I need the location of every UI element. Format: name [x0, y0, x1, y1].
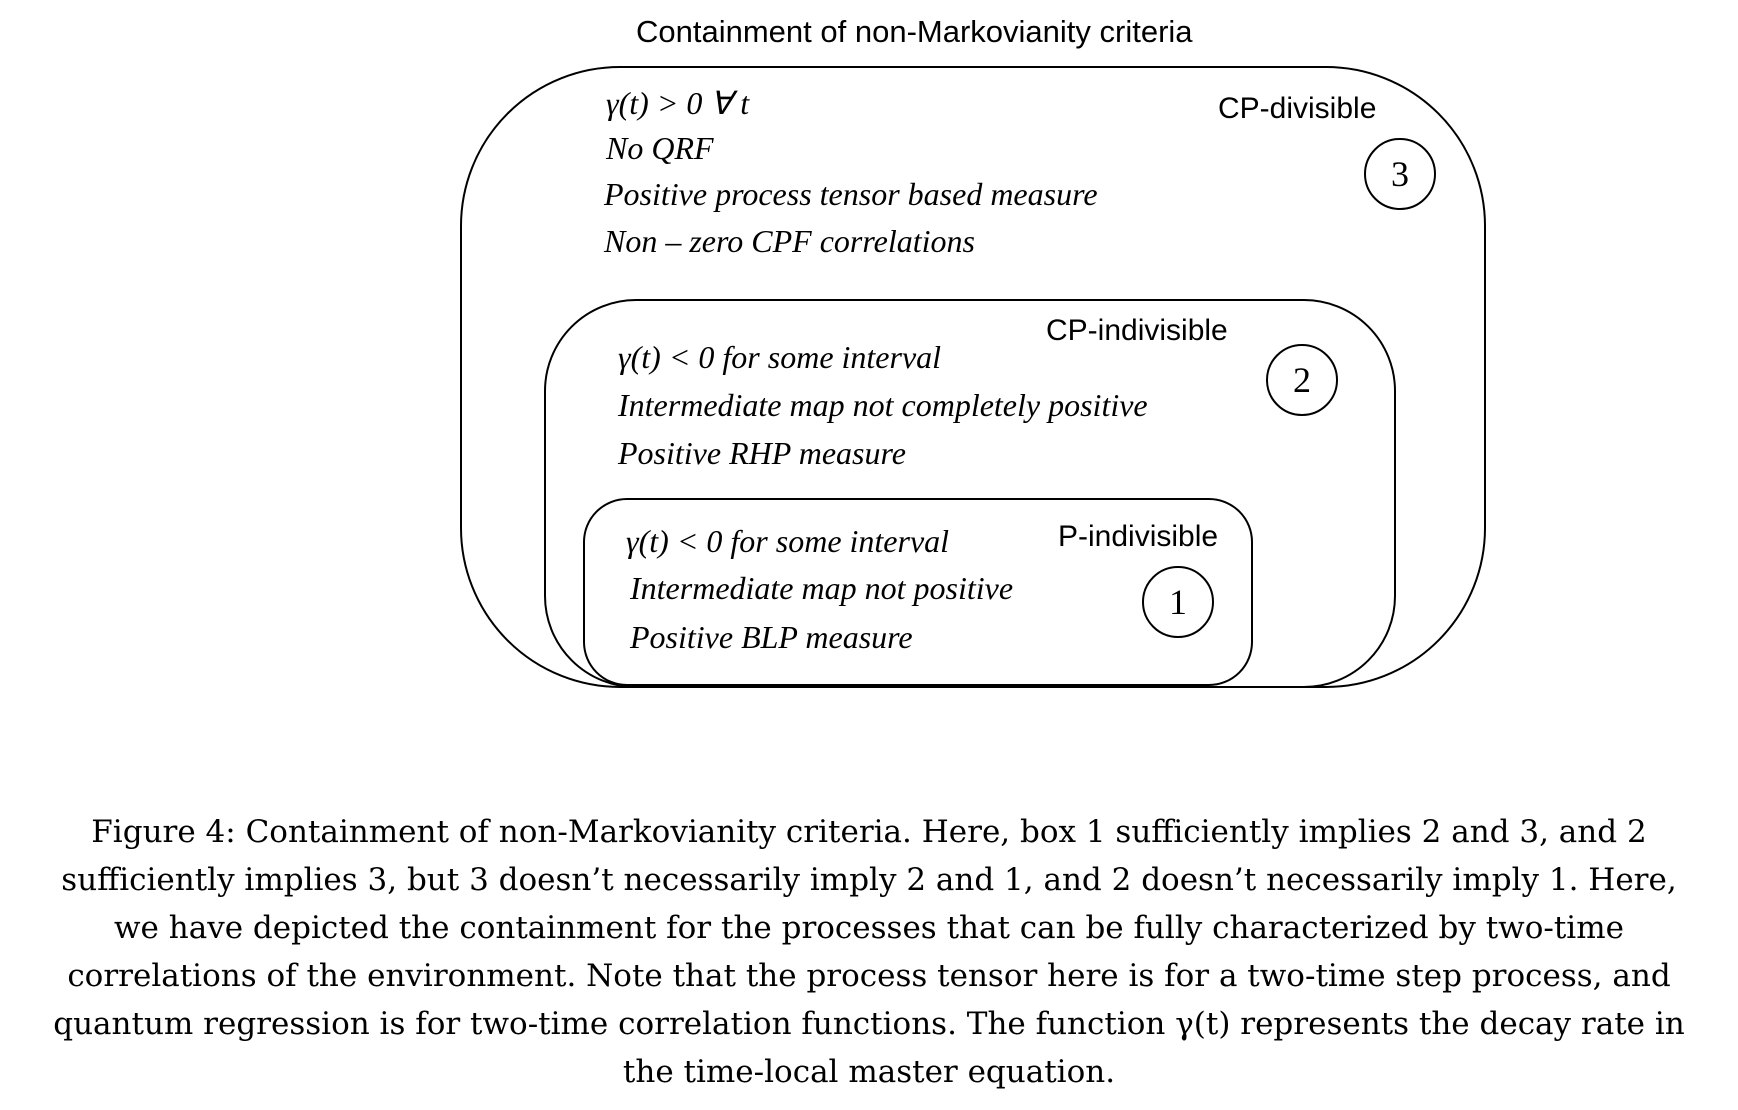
- cp-indivisible-criterion-3: Positive RHP measure: [618, 435, 906, 471]
- box-cp-indivisible-label: CP-indivisible: [1046, 314, 1228, 347]
- figure-caption: [40, 808, 1698, 1096]
- box-p-indivisible-number: 1: [1142, 566, 1214, 638]
- figure-caption-text: Containment of non-Markovianity criteria. Here, box 1 sufficiently implies 2 and 3, and 2 sufficiently implies 3, but 3 doesn’t necessarily imply 2 and 1, and 2 doesn’t necessarily imply 1. Here, we have depicted the containment for the processes that can be fully characterized by two-time correlations of the environment. Note that the process tensor here is for a two-time step process, and quantum regression is for two-time correlation functions. The function γ(t) represents the decay rate in the time-local master equation.: [53, 814, 1685, 1090]
- cp-divisible-criterion-2: No QRF: [606, 130, 714, 166]
- figure-caption-label: Figure 4:: [91, 814, 236, 850]
- cp-indivisible-criterion-2: Intermediate map not completely positive: [618, 387, 1148, 423]
- cp-indivisible-criterion-1: γ(t) < 0 for some interval: [618, 339, 942, 375]
- p-indivisible-criterion-1: γ(t) < 0 for some interval: [626, 523, 950, 559]
- diagram-title: Containment of non-Markovianity criteria: [636, 14, 1193, 49]
- cp-divisible-criterion-1: γ(t) > 0 ∀ t: [606, 85, 750, 121]
- box-cp-divisible-label: CP-divisible: [1218, 92, 1377, 125]
- cp-divisible-criterion-3: Positive process tensor based measure: [604, 176, 1098, 212]
- box-cp-indivisible-number: 2: [1266, 344, 1338, 416]
- box-p-indivisible-label: P-indivisible: [1058, 520, 1219, 553]
- p-indivisible-criterion-2: Intermediate map not positive: [630, 570, 1014, 606]
- cp-divisible-criterion-4: Non – zero CPF correlations: [604, 223, 975, 259]
- box-cp-divisible-number: 3: [1364, 138, 1436, 210]
- p-indivisible-criterion-3: Positive BLP measure: [630, 619, 913, 655]
